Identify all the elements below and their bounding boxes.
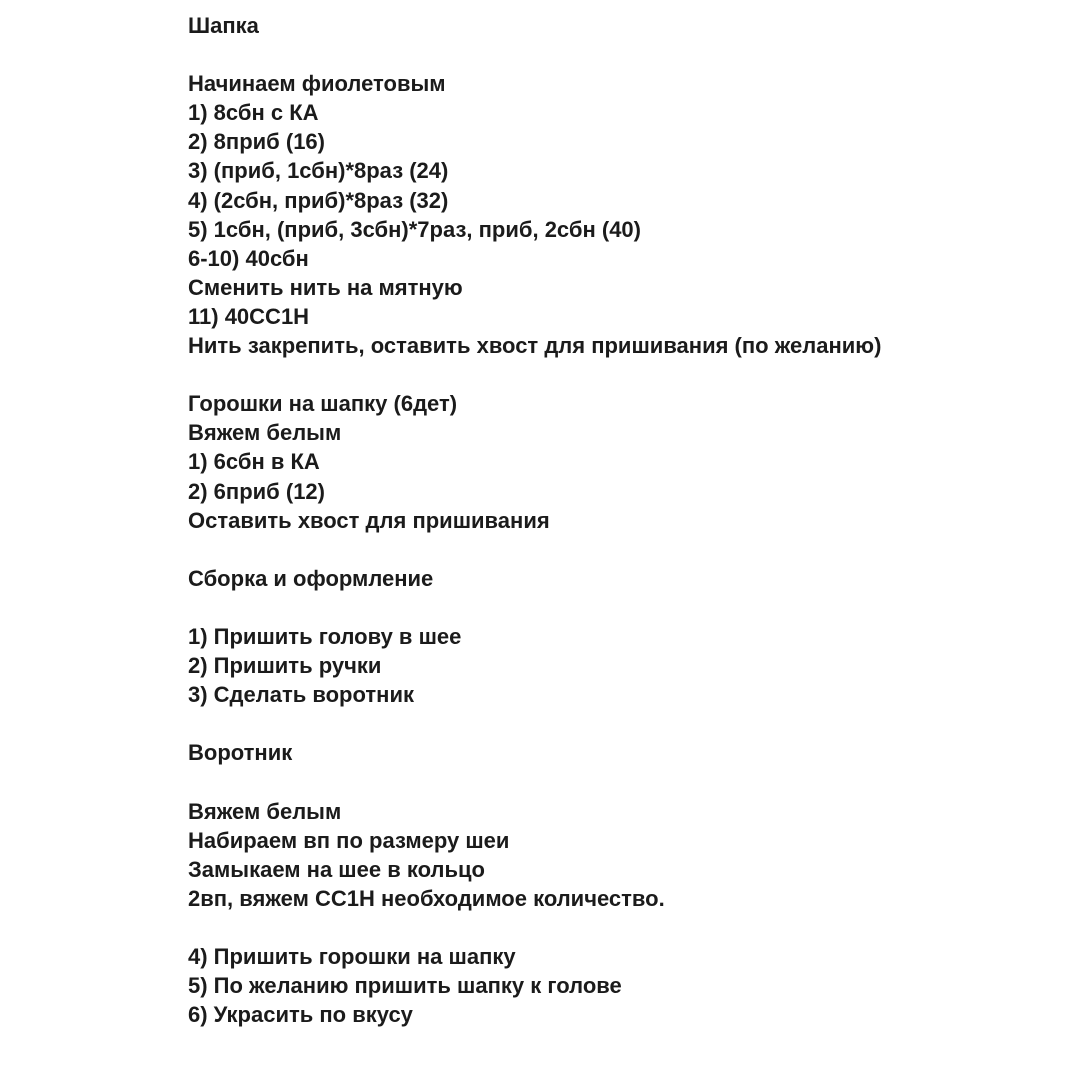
spacer	[188, 40, 1068, 69]
assembly-step: 2) Пришить ручки	[188, 653, 382, 679]
spacer	[188, 593, 1068, 622]
dots-row: 1) 6сбн в КА	[188, 449, 320, 475]
spacer	[188, 535, 1068, 564]
assembly-section-title: Сборка и оформление	[188, 565, 434, 591]
collar-row: Замыкаем на шее в кольцо	[188, 856, 485, 882]
hat-row-6-10: 6-10) 40сбн	[188, 245, 309, 271]
assembly-step: 1) Пришить голову в шее	[188, 623, 462, 649]
hat-row-3: 3) (приб, 1сбн)*8раз (24)	[188, 158, 449, 184]
hat-row-2: 2) 8приб (16)	[188, 129, 325, 155]
final-step: 4) Пришить горошки на шапку	[188, 944, 516, 969]
spacer	[188, 913, 1068, 942]
collar-row: 2вп, вяжем СС1Н необходимое количество.	[188, 885, 665, 911]
hat-section-title: Шапка	[188, 13, 259, 38]
hat-color-change: Сменить нить на мятную	[188, 274, 463, 300]
spacer	[188, 767, 1068, 796]
spacer	[188, 709, 1068, 738]
dots-section-title: Горошки на шапку (6дет)	[188, 391, 458, 417]
dots-row: Вяжем белым	[188, 420, 342, 446]
final-step: 6) Украсить по вкусу	[188, 1002, 413, 1028]
dots-row: 2) 6приб (12)	[188, 478, 325, 504]
collar-row: Вяжем белым	[188, 798, 342, 824]
hat-finish-line: Нить закрепить, оставить хвост для пришивания (по желанию)	[188, 333, 882, 359]
hat-row-5: 5) 1сбн, (приб, 3сбн)*7раз, приб, 2сбн (40)	[188, 216, 641, 242]
instructions-document	[188, 11, 1068, 1029]
collar-section-title: Воротник	[188, 740, 293, 766]
final-step: 5) По желанию пришить шапку к голове	[188, 973, 622, 999]
dots-row: Оставить хвост для пришивания	[188, 507, 550, 533]
hat-row-11: 11) 40СС1Н	[188, 303, 310, 329]
hat-start-line: Начинаем фиолетовым	[188, 71, 446, 97]
hat-row-4: 4) (2сбн, приб)*8раз (32)	[188, 187, 449, 213]
hat-row-1: 1) 8сбн с КА	[188, 100, 319, 126]
collar-row: Набираем вп по размеру шеи	[188, 827, 510, 853]
spacer	[188, 360, 1068, 389]
assembly-step: 3) Сделать воротник	[188, 682, 414, 708]
